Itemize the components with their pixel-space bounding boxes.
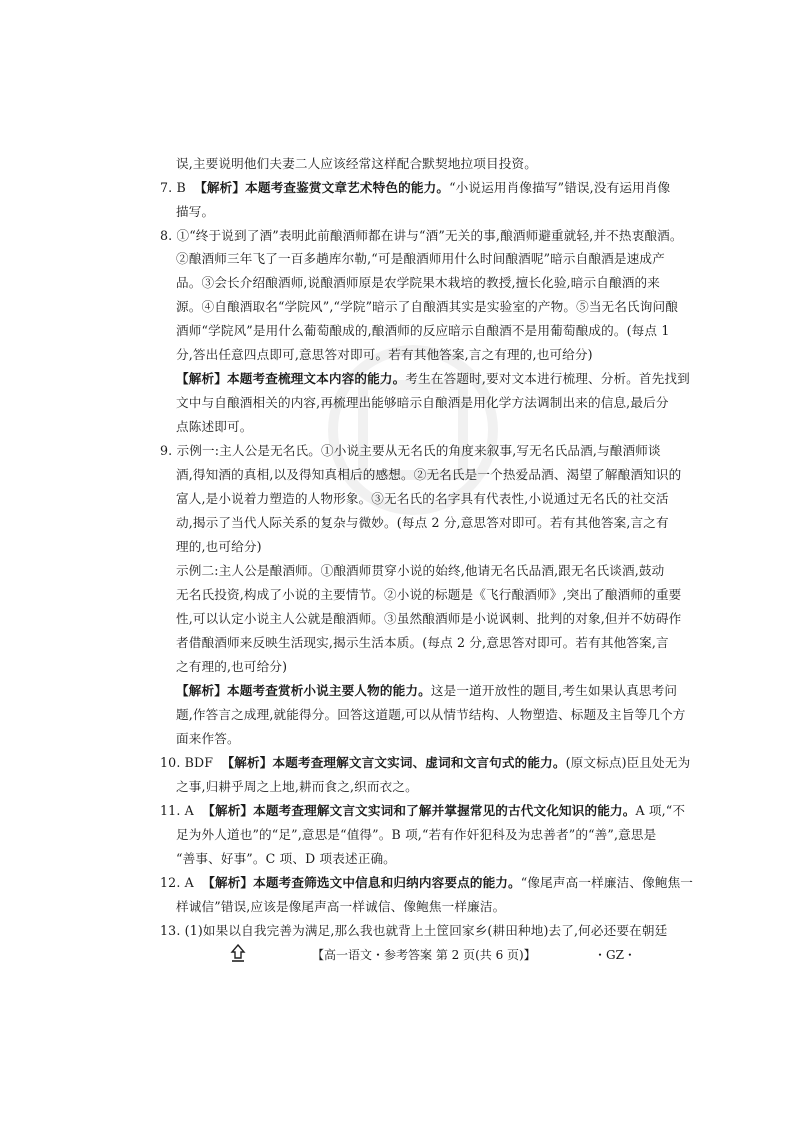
q10-line-2: 之事,归耕乎周之上地,耕而食之,织而衣之。 [176, 779, 418, 794]
q8-line-6: 分,答出任意四点即可,意思答对即可。若有其他答案,言之有理的,也可给分) [176, 347, 593, 362]
q9-line-1: 9. 示例一:主人公是无名氏。①小说主要从无名氏的角度来叙事,写无名氏品酒,与酿酒师谈 [160, 443, 661, 458]
q8-line-4: 源。④自酿酒取名“学院风”,“学院”暗示了自酿酒其实是实验室的产物。⑤当无名氏询问酿 [176, 299, 679, 314]
q12-line-1 [160, 876, 693, 890]
q9-line-3: 富人,是小说着力塑造的人物形象。③无名氏的名字具有代表性,小说通过无名氏的社交活 [176, 491, 669, 506]
q9-analysis-line-1-rest: 这是一道开放性的题目,考生如果认真思考问 [430, 683, 678, 698]
q8-analysis-line-1 [176, 372, 690, 386]
q8-analysis-line-1-rest: 考生在答题时,要对文本进行梳理、分析。首先找到 [405, 371, 690, 386]
q9-analysis-line-1 [176, 684, 677, 698]
q11-line-3: “善事、好事”。C 项、D 项表述正确。 [176, 851, 396, 866]
q8-line-3: 品。③会长介绍酿酒师,说酿酒师原是农学院果木栽培的教授,擅长化验,暗示自酿酒的来 [176, 275, 660, 290]
q8-line-1: 8. ①“终于说到了酒”表明此前酿酒师都在讲与“酒”无关的事,酿酒师避重就轻,并不热衷酿酒。 [160, 228, 683, 243]
q9-line-6: 示例二:主人公是酿酒师。①酿酒师贯穿小说的始终,他请无名氏品酒,跟无名氏谈酒,鼓动 [176, 563, 665, 578]
footer-code: ・GZ・ [594, 948, 636, 962]
q9-line-7: 无名氏投资,构成了小说的主要情节。②小说的标题是《飞行酿酒师》,突出了酿酒师的重要 [176, 587, 682, 602]
q7-line-1 [160, 181, 670, 195]
q13-line-1: 13. (1)如果以自我完善为满足,那么我也就背上土筐回家乡(耕田种地)去了,何必还要在朝廷 [160, 923, 668, 938]
q9-line-4: 动,揭示了当代人际关系的复杂与微妙。(每点 2 分,意思答对即可。若有其他答案,言之有 [176, 515, 669, 530]
q9-analysis-line-3: 面来作答。 [176, 731, 240, 746]
q9-analysis-tag: 【解析】本题考查赏析小说主要人物的能力。 [176, 683, 431, 698]
q11-number: 11. A [160, 803, 194, 818]
q9-line-5: 理的,也可给分) [176, 539, 262, 554]
q7-analysis-tag: 【解析】本题考查鉴赏文章艺术特色的能力。 [194, 180, 450, 195]
q8-line-5: 酒师“学院风”是用什么葡萄酿成的,酿酒师的反应暗示自酿酒不是用葡萄酿成的。(每点 1 [176, 323, 670, 338]
q7-number: 7. B [160, 180, 186, 195]
q11-line-2: 足为外人道也”的“足”,意思是“值得”。B 项,“若有作奸犯科及为忠善者”的“善”,意思是 [176, 827, 657, 842]
q7-line-2: 描写。 [176, 204, 215, 219]
q9-line-10: 之有理的,也可给分) [176, 659, 288, 674]
q10-analysis-tag: 【解析】本题考查理解文言文实词、虚词和文言句式的能力。 [221, 755, 566, 770]
q11-line-1-rest: A 项,“不 [635, 803, 686, 818]
q12-line-2: 样诚信”错误,应该是像尾声高一样诚信、像鲍焦一样廉洁。 [176, 899, 506, 914]
q12-line-1-rest: “像尾声高一样廉洁、像鲍焦一 [520, 875, 694, 890]
publisher-logo-icon [230, 944, 246, 964]
q9-line-9: 者借酿酒师来反映生活现实,揭示生活本质。(每点 2 分,意思答对即可。若有其他答案,言 [176, 635, 669, 650]
q10-line-1-rest: (原文标点)臣且处无为 [565, 755, 691, 770]
intro-line-1: 误,主要说明他们夫妻二人应该经常这样配合默契地拉项目投资。 [176, 156, 537, 171]
q7-line-1-rest: “小说运用肖像描写”错误,没有运用肖像 [449, 180, 671, 195]
q12-analysis-tag: 【解析】本题考查筛选文中信息和归纳内容要点的能力。 [202, 875, 521, 890]
q9-line-2: 酒,得知酒的真相,以及得知真相后的感想。②无名氏是一个热爱品酒、渴望了解酿酒知识的 [176, 467, 682, 482]
q8-line-2: ②酿酒师三年飞了一百多趟库尔勒,“可是酿酒师用什么时间酿酒呢”暗示自酿酒是速成产 [176, 251, 665, 266]
footer-page-info: 【高一语文・参考答案 第 2 页(共 6 页)】 [312, 948, 536, 962]
q8-analysis-line-2: 文中与自酿酒相关的内容,再梳理出能够暗示自酿酒是用化学方法调制出来的信息,最后分 [176, 395, 669, 410]
q8-analysis-line-3: 点陈述即可。 [176, 419, 253, 434]
q12-number: 12. A [160, 875, 194, 890]
q9-line-8: 性,可以认定小说主人公就是酿酒师。③虽然酿酒师是小说讽刺、批判的对象,但并不妨碍作 [176, 611, 682, 626]
q10-line-1 [160, 756, 690, 770]
q11-analysis-tag: 【解析】本题考查理解文言文实词和了解并掌握常见的古代文化知识的能力。 [202, 803, 636, 818]
q9-analysis-line-2: 题,作答言之成理,就能得分。回答这道题,可以从情节结构、人物塑造、标题及主旨等几个方 [176, 707, 686, 722]
q11-line-1 [160, 804, 685, 818]
q10-number: 10. BDF [160, 755, 214, 770]
q8-analysis-tag: 【解析】本题考查梳理文本内容的能力。 [176, 371, 406, 386]
